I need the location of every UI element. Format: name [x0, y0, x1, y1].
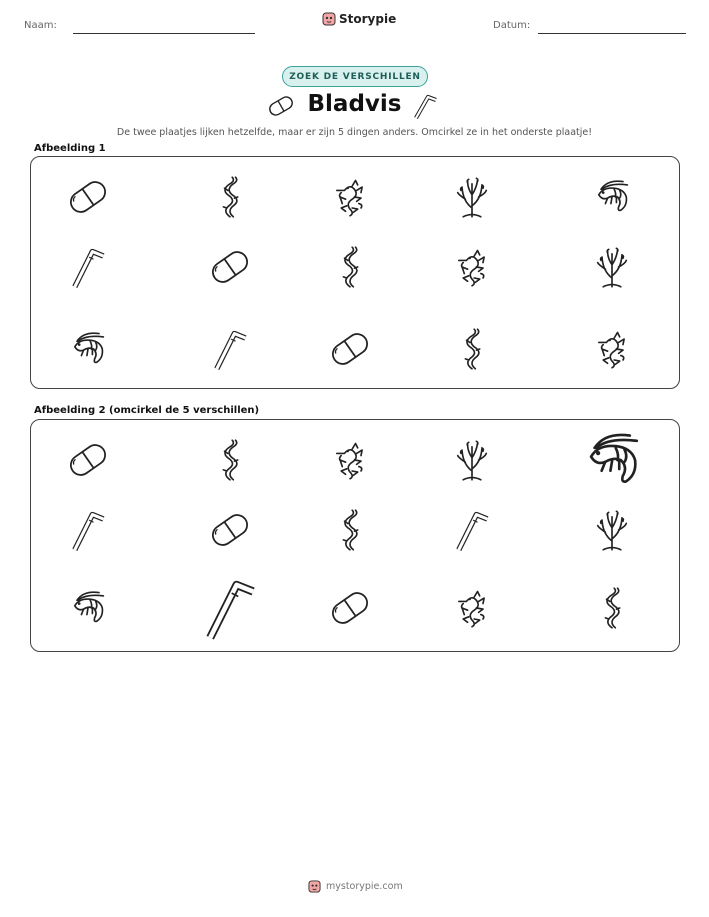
shrimp-icon[interactable] — [577, 425, 647, 495]
storypie-mascot-icon — [322, 12, 336, 26]
straw-icon[interactable] — [450, 508, 494, 552]
picture-2-label: Afbeelding 2 (omcirkel de 5 verschillen) — [34, 405, 260, 416]
date-label: Datum: — [493, 20, 531, 31]
brand-name: Storypie — [339, 12, 397, 26]
picture-1-label: Afbeelding 1 — [34, 143, 106, 154]
page-title: Bladvis — [307, 91, 402, 117]
name-line[interactable] — [73, 33, 255, 34]
pill-icon[interactable] — [208, 245, 252, 289]
shrimp-icon[interactable] — [66, 327, 110, 371]
shrimp-icon[interactable] — [66, 586, 110, 630]
pill-icon[interactable] — [66, 175, 110, 219]
seaweed-icon[interactable] — [208, 175, 252, 219]
leafy-seadragon-icon[interactable] — [450, 245, 494, 289]
seaweed-icon[interactable] — [328, 245, 372, 289]
straw-icon — [412, 92, 442, 120]
leafy-seadragon-icon[interactable] — [450, 586, 494, 630]
brand-logo — [322, 12, 396, 26]
name-label: Naam: — [24, 20, 57, 31]
instructions: De twee plaatjes lijken hetzelfde, maar er zijn 5 dingen anders. Omcirkel ze in het onderste plaatje! — [116, 127, 593, 138]
footer — [308, 880, 403, 893]
date-line[interactable] — [538, 33, 686, 34]
coral-icon[interactable] — [450, 438, 494, 482]
seaweed-icon[interactable] — [208, 438, 252, 482]
leafy-seadragon-icon[interactable] — [590, 327, 634, 371]
pill-icon[interactable] — [328, 327, 372, 371]
straw-icon[interactable] — [208, 327, 252, 371]
straw-icon[interactable] — [66, 508, 110, 552]
footer-url: mystorypie.com — [326, 881, 403, 892]
straw-icon[interactable] — [197, 575, 263, 641]
leafy-seadragon-icon[interactable] — [328, 438, 372, 482]
activity-badge: ZOEK DE VERSCHILLEN — [282, 66, 428, 87]
seaweed-icon[interactable] — [590, 586, 634, 630]
coral-icon[interactable] — [590, 245, 634, 289]
straw-icon[interactable] — [66, 245, 110, 289]
coral-icon[interactable] — [450, 175, 494, 219]
shrimp-icon[interactable] — [590, 175, 634, 219]
storypie-mascot-icon — [308, 880, 321, 893]
pill-icon[interactable] — [328, 586, 372, 630]
pill-icon[interactable] — [66, 438, 110, 482]
leafy-seadragon-icon[interactable] — [328, 175, 372, 219]
seaweed-icon[interactable] — [328, 508, 372, 552]
pill-icon[interactable] — [208, 508, 252, 552]
seaweed-icon[interactable] — [450, 327, 494, 371]
coral-icon[interactable] — [590, 508, 634, 552]
